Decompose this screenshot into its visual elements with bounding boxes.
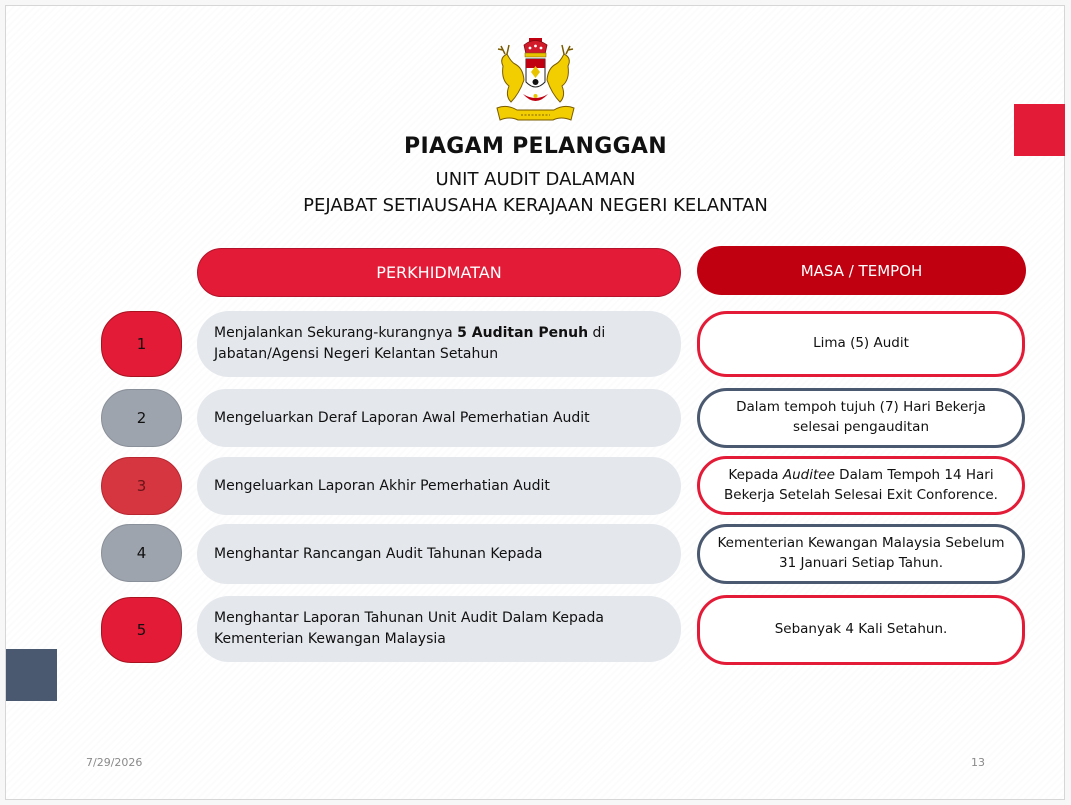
service-item — [197, 457, 681, 515]
time-item — [697, 456, 1025, 515]
service-item — [197, 389, 681, 447]
service-text: Menghantar Laporan Tahunan Unit Audit Dalam Kepada Kementerian Kewangan Malaysia — [214, 610, 604, 647]
service-text: Menjalankan Sekurang-kurangnya 5 Auditan Penuh di Jabatan/Agensi Negeri Kelantan Setahun — [214, 325, 606, 362]
service-text: Menghantar Rancangan Audit Tahunan Kepada — [214, 545, 543, 562]
decorative-navy-square — [6, 649, 57, 701]
slide-date: 7/29/2026 — [86, 756, 143, 769]
time-item — [697, 311, 1025, 377]
row-number-badge: 3 — [101, 457, 182, 515]
row-number-badge: 5 — [101, 597, 182, 663]
service-text: Mengeluarkan Laporan Akhir Pemerhatian Audit — [214, 477, 550, 494]
page-subtitle-office: PEJABAT SETIAUSAHA KERAJAAN NEGERI KELANTAN — [303, 195, 768, 216]
time-item — [697, 524, 1025, 584]
service-text: Mengeluarkan Deraf Laporan Awal Pemerhatian Audit — [214, 409, 590, 426]
service-item — [197, 524, 681, 584]
time-item — [697, 388, 1025, 448]
slide-page-number: 13 — [971, 756, 985, 769]
row-number-badge: 1 — [101, 311, 182, 377]
page-subtitle-unit: UNIT AUDIT DALAMAN — [435, 169, 636, 190]
time-column-header: MASA / TEMPOH — [697, 246, 1026, 295]
time-text: Dalam tempoh tujuh (7) Hari Bekerja selesai pengauditan — [736, 399, 986, 435]
services-column-header: PERKHIDMATAN — [197, 248, 681, 297]
time-text: Kepada Auditee Dalam Tempoh 14 Hari Bekerja Setelah Selesai Exit Conforence. — [724, 466, 998, 503]
kelantan-crest-icon — [493, 36, 578, 124]
service-item — [197, 311, 681, 377]
row-number-badge: 2 — [101, 389, 182, 447]
time-text: Kementerian Kewangan Malaysia Sebelum 31 Januari Setiap Tahun. — [717, 535, 1005, 571]
time-item — [697, 595, 1025, 665]
time-text: Sebanyak 4 Kali Setahun. — [774, 621, 948, 638]
service-item — [197, 596, 681, 662]
page-title: PIAGAM PELANGGAN — [404, 134, 667, 159]
time-text: Lima (5) Audit — [813, 335, 909, 352]
row-number-badge: 4 — [101, 524, 182, 582]
